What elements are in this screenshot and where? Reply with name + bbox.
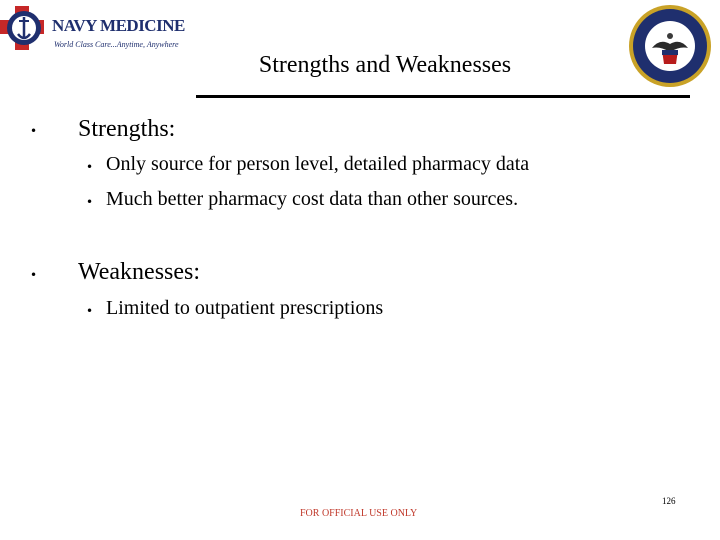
slide-title: Strengths and Weaknesses	[258, 52, 512, 78]
strengths-heading: Strengths:	[78, 116, 176, 142]
bullet-icon: •	[30, 268, 38, 282]
brand-tagline: World Class Care...Anytime, Anywhere	[54, 40, 179, 49]
weakness-item: Limited to outpatient prescriptions	[106, 297, 384, 319]
bullet-icon: •	[86, 195, 94, 209]
strength-item: Only source for person level, detailed pharmacy data	[106, 153, 530, 175]
title-divider	[196, 95, 690, 98]
brand-name: NAVY MEDICINE	[52, 16, 185, 35]
strength-item: Much better pharmacy cost data than other sources.	[106, 188, 519, 210]
classification-footer: FOR OFFICIAL USE ONLY	[300, 508, 418, 519]
bullet-icon: •	[30, 124, 38, 138]
weaknesses-heading: Weaknesses:	[78, 259, 201, 285]
page-number: 126	[662, 496, 676, 506]
navy-medicine-emblem-icon	[0, 4, 52, 56]
bullet-icon: •	[86, 304, 94, 318]
bullet-icon: •	[86, 160, 94, 174]
